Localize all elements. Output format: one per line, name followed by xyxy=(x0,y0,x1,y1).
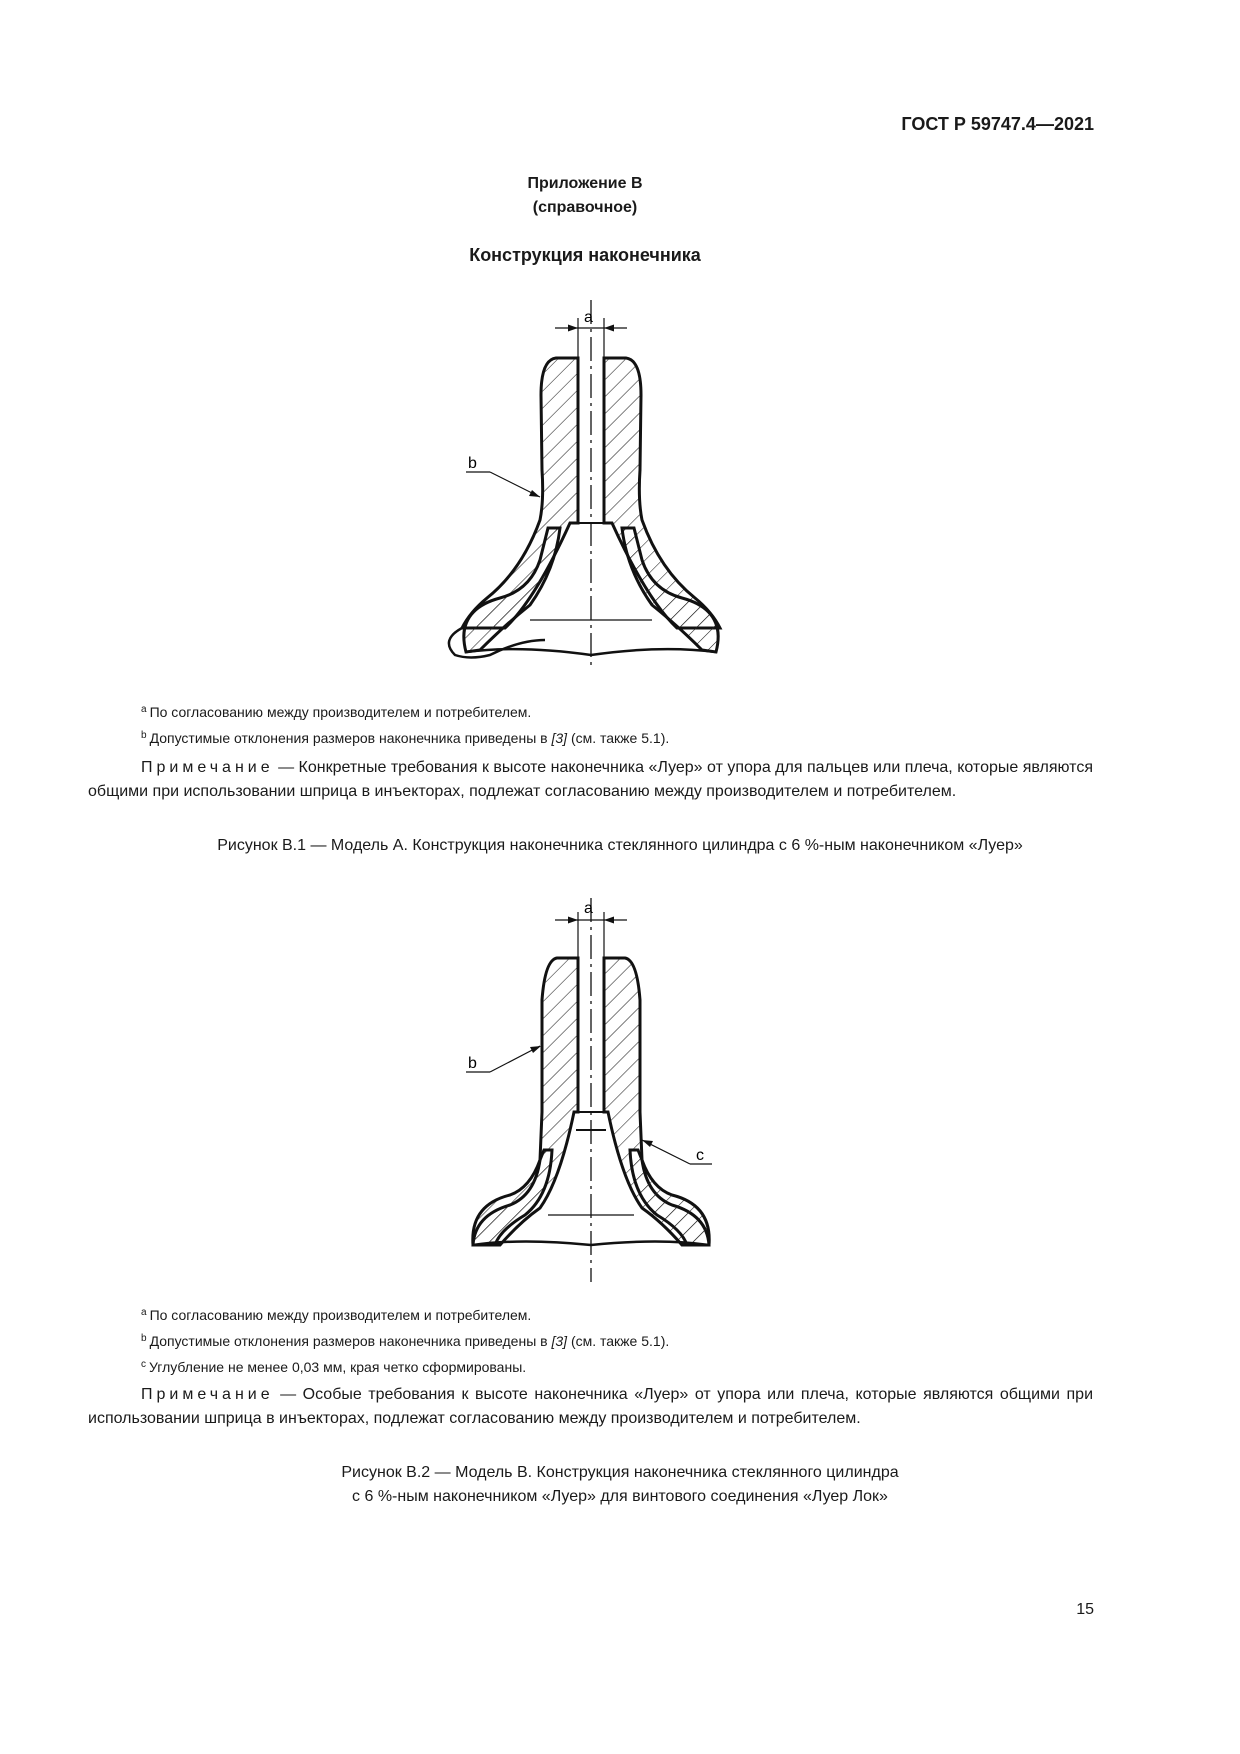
figure-2-label-c: c xyxy=(696,1147,704,1164)
figure-1-footnote-b: $^b$ Допустимые отклонения размеров наконечника приведены в [3] (см. также 5.1). xyxy=(141,730,670,746)
figure-2-label-a: a xyxy=(584,900,593,917)
figure-2-footnote-a: $^a$ По согласованию между производителем и потребителем. xyxy=(141,1307,532,1323)
note-text: — Конкретные требования к высоте наконечника «Луер» от упора для пальцев или плеча, которые являются общими при использовании шприца в инъекторах, подлежат согласованию между производителем и потребителем. xyxy=(88,759,1093,800)
figure-2-note xyxy=(88,1383,1093,1431)
annex-label: Приложение В xyxy=(527,175,643,192)
figure-2-drawing xyxy=(440,890,740,1290)
figure-1-note xyxy=(88,756,1093,804)
figure-2-caption-line-2: с 6 %-ным наконечником «Луер» для винтового соединения «Луер Лок» xyxy=(352,1488,888,1505)
figure-2-label-b: b xyxy=(468,1055,477,1072)
figure-1-label-a: a xyxy=(584,309,593,326)
note-label: Примечание xyxy=(141,759,274,776)
note-text: — Особые требования к высоте наконечника «Луер» от упора или плеча, которые являются общими при использовании шприца в инъекторах, подлежат согласованию между производителем и потребителем. xyxy=(88,1386,1093,1427)
figure-1-drawing xyxy=(440,300,740,670)
figure-2-footnote-b: $^b$ Допустимые отклонения размеров наконечника приведены в [3] (см. также 5.1). xyxy=(141,1333,670,1349)
annex-kind: (справочное) xyxy=(532,199,638,216)
figure-2-footnote-c: $^c$ Углубление не менее 0,03 мм, края четко сформированы. xyxy=(141,1359,527,1375)
figure-2-caption-line-1: Рисунок В.2 — Модель В. Конструкция наконечника стеклянного цилиндра xyxy=(341,1464,899,1481)
figure-2-caption xyxy=(60,1461,1180,1509)
section-title: Конструкция наконечника xyxy=(469,245,701,265)
page-number: 15 xyxy=(1076,1601,1094,1618)
figure-1-caption: Рисунок В.1 — Модель А. Конструкция наконечника стеклянного цилиндра с 6 %-ным наконечником «Луер» xyxy=(217,837,1023,854)
figure-1-label-b: b xyxy=(468,455,477,472)
annex-heading xyxy=(0,172,1170,220)
note-label: Примечание xyxy=(141,1386,274,1403)
figure-1-footnote-a: $^a$ По согласованию между производителем и потребителем. xyxy=(141,704,532,720)
document-number: ГОСТ Р 59747.4—2021 xyxy=(901,114,1094,134)
